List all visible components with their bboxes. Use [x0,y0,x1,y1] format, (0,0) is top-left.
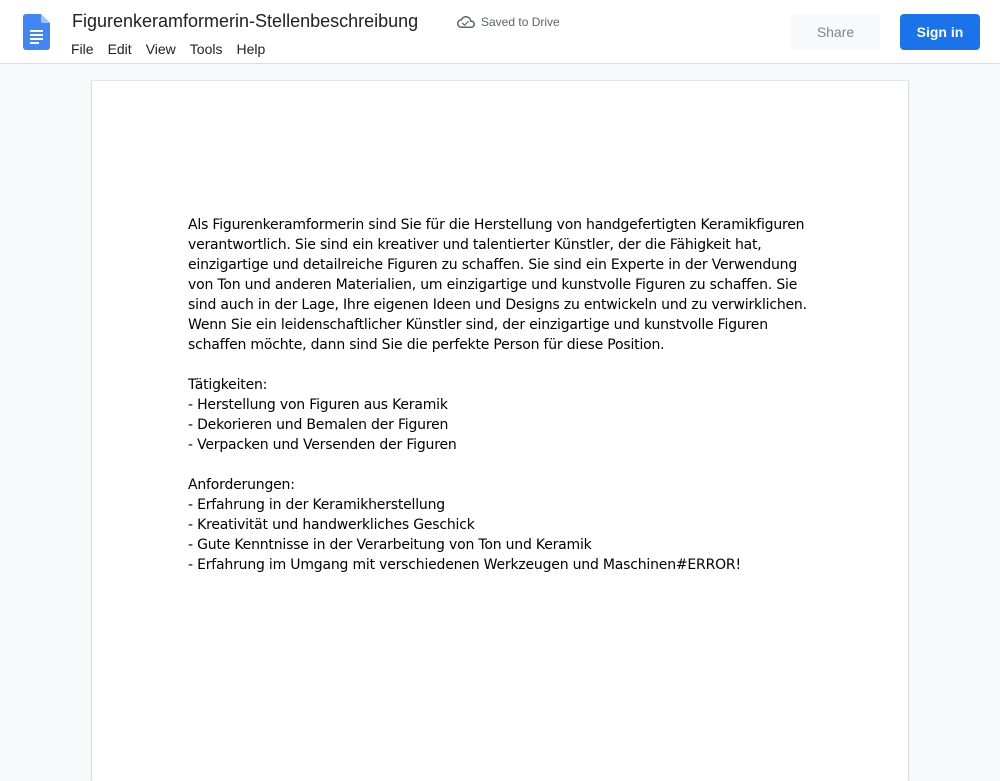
intro-line: schaffen möchte, dann sind Sie die perfekte Person für diese Position. [188,337,665,353]
share-button[interactable] [791,14,880,50]
requirement-item: - Erfahrung in der Keramikherstellung [188,497,445,513]
share-button-label: Share [816,24,855,40]
sign-in-button-label: Sign in [916,24,964,40]
saved-status [457,13,560,31]
blank-line [188,355,818,375]
menu-view[interactable]: View [145,41,176,57]
menu-bar [64,38,272,60]
intro-line: einzigartige und detailreiche Figuren zu schaffen. Sie sind ein Experte in der Verwendung [188,257,798,273]
saved-status-label: Saved to Drive [481,15,560,29]
document-title[interactable]: Figurenkeramformerin-Stellenbeschreibung [72,11,419,31]
blank-line [188,455,818,475]
intro-line: von Ton und anderen Materialien, um einzigartige und kunstvolle Figuren zu schaffen. Sie [188,277,798,293]
requirement-item: - Kreativität und handwerkliches Geschick [188,517,475,533]
requirement-item: - Gute Kenntnisse in der Verarbeitung von Ton und Keramik [188,537,592,553]
menu-file[interactable]: File [71,41,94,57]
document-page[interactable] [92,81,908,781]
document-body[interactable] [188,215,818,575]
cloud-done-icon [457,13,475,31]
menu-tools[interactable]: Tools [189,41,223,57]
task-item: - Herstellung von Figuren aus Keramik [188,397,448,413]
requirements-heading: Anforderungen: [188,477,295,493]
intro-line: Wenn Sie ein leidenschaftlicher Künstler sind, der einzigartige und kunstvolle Figuren [188,317,768,333]
intro-paragraph [188,215,818,355]
intro-line: Als Figurenkeramformerin sind Sie für die Herstellung von handgefertigten Keramikfiguren [188,217,805,233]
google-docs-icon[interactable] [23,14,50,50]
tasks-heading: Tätigkeiten: [188,377,268,393]
intro-line: verantwortlich. Sie sind ein kreativer und talentierter Künstler, der die Fähigkeit hat, [188,237,762,253]
menu-edit[interactable]: Edit [107,41,132,57]
requirement-item: - Erfahrung im Umgang mit verschiedenen Werkzeugen und Maschinen#ERROR! [188,557,741,573]
menu-help[interactable]: Help [236,41,266,57]
top-bar [0,0,1000,64]
task-item: - Verpacken und Versenden der Figuren [188,437,457,453]
task-item: - Dekorieren und Bemalen der Figuren [188,417,449,433]
intro-line: sind auch in der Lage, Ihre eigenen Ideen und Designs zu entwickeln und zu verwirklichen. [188,297,807,313]
sign-in-button[interactable] [900,14,980,50]
